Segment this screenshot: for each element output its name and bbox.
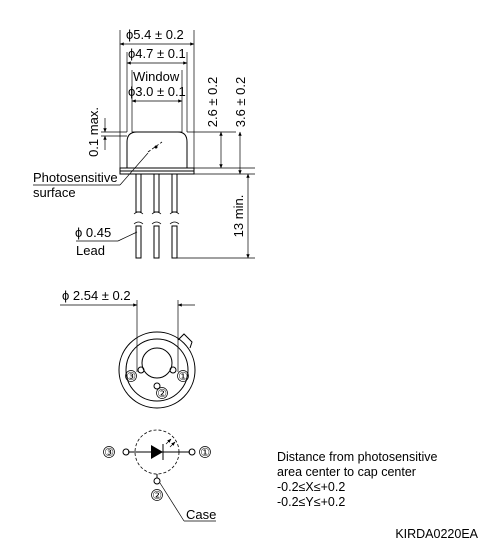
lead-pitch-dim: ϕ 2.54 ± 0.2 (62, 288, 131, 303)
leads-lower (136, 226, 177, 258)
note-line1: Distance from photosensitive (277, 450, 438, 464)
bottom-pin1-label: ① (178, 371, 188, 383)
outer-diameter-dim: ϕ5.4 ± 0.2 (126, 27, 184, 42)
window-diameter-dim: ϕ3.0 ± 0.1 (128, 84, 186, 99)
window-label: Window (133, 69, 180, 84)
schematic-pin2-label: ② (152, 490, 162, 502)
cap-height-dim: 2.6 ± 0.2 (205, 76, 220, 128)
cap-diameter-dim: ϕ4.7 ± 0.1 (128, 46, 186, 61)
diode-symbol (151, 445, 163, 459)
note-line2: area center to cap center (277, 465, 416, 479)
side-view (33, 27, 255, 258)
drawing-id: KIRDA0220EA (395, 527, 478, 541)
schematic-pin3-label: ③ (104, 447, 114, 459)
schematic-pin1-label: ① (200, 447, 210, 459)
bottom-view (60, 288, 195, 408)
bottom-pin2-label: ② (157, 388, 167, 400)
bottom-pin3-label: ③ (126, 371, 136, 383)
note-line4: -0.2≤Y≤+0.2 (277, 495, 346, 509)
photosensitive-label-line2: surface (33, 185, 76, 200)
lead-break-marks (134, 212, 179, 224)
lead-length-dim: 13 min. (231, 194, 246, 238)
total-height-dim: 3.6 ± 0.2 (233, 76, 248, 128)
index-tab (178, 334, 192, 348)
lead-label: Lead (76, 243, 105, 258)
cap-body (127, 132, 187, 168)
notes (277, 450, 438, 509)
note-line3: -0.2≤X≤+0.2 (277, 480, 346, 494)
stem-center (142, 348, 172, 378)
schematic (104, 430, 217, 522)
lead-diameter-dim: ϕ 0.45 (75, 225, 112, 240)
case-label: Case (186, 507, 217, 522)
leads-upper (136, 174, 177, 212)
photosensitive-label-line1: Photosensitive (33, 170, 118, 185)
window-recess-dim: 0.1 max. (86, 107, 101, 157)
